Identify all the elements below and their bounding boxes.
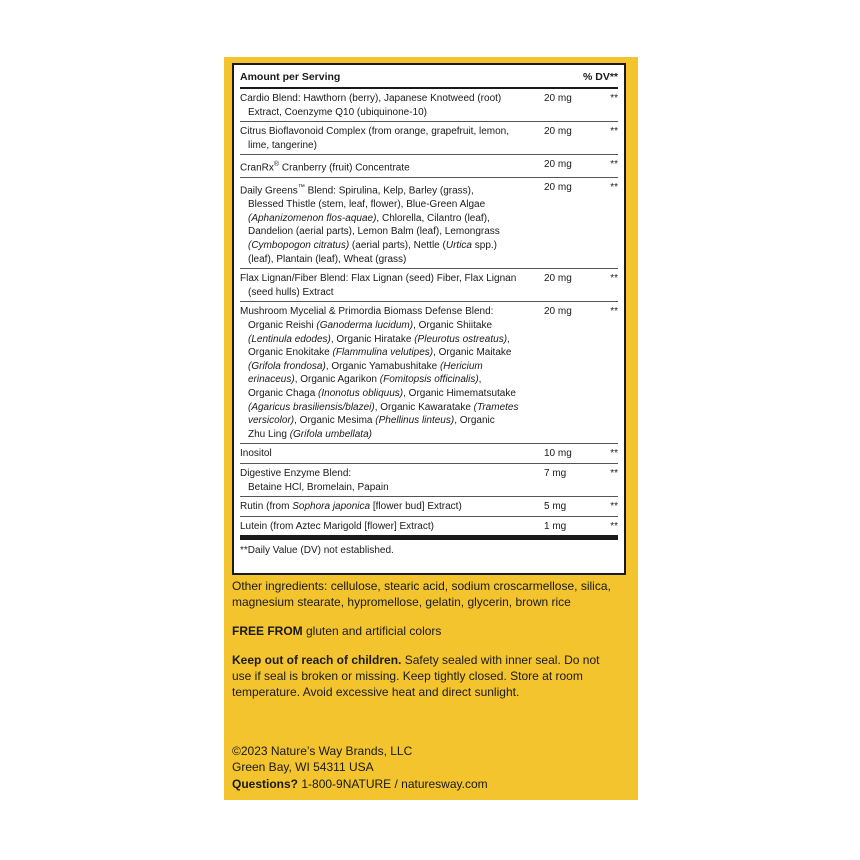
ingredient-row — [240, 444, 618, 464]
facts-divider — [240, 535, 618, 540]
label-panel — [224, 57, 638, 800]
ingredient-amount: 5 mg — [544, 501, 567, 513]
ingredient-amount: 20 mg — [544, 306, 572, 318]
ingredient-name: Cardio Blend: Hawthorn (berry), Japanese Knotweed (root) Extract, Coenzyme Q10 (ubiquinone-10) — [240, 93, 502, 118]
ingredient-amount: 20 mg — [544, 159, 572, 171]
warning-statement: Keep out of reach of children. Safety sealed with inner seal. Do not use if seal is broken or missing. Keep tightly closed. Store at room temperature. Avoid excessive heat and direct sunlight. — [232, 653, 600, 699]
ingredient-row — [240, 155, 618, 178]
ingredient-row — [240, 302, 618, 444]
ingredient-dv: ** — [610, 467, 618, 479]
ingredient-amount: 20 mg — [544, 93, 572, 104]
company-info — [232, 743, 632, 792]
amount-per-serving-label: Amount per Serving — [240, 71, 341, 83]
ingredient-row — [240, 464, 618, 497]
ingredient-amount: 20 mg — [544, 182, 572, 194]
ingredient-amount: 7 mg — [544, 467, 567, 479]
ingredient-row — [240, 497, 618, 517]
ingredient-dv: ** — [610, 182, 618, 194]
ingredient-dv: ** — [610, 93, 618, 104]
ingredient-name: Rutin (from Sophora japonica [flower bud] Extract) — [240, 501, 462, 513]
ingredient-name: CranRx® Cranberry (fruit) Concentrate — [240, 161, 410, 174]
ingredient-dv: ** — [610, 126, 618, 138]
free-from-statement: FREE FROM gluten and artificial colors — [232, 624, 442, 638]
ingredient-name: Citrus Bioflavonoid Complex (from orange, grapefruit, lemon, lime, tangerine) — [240, 126, 510, 151]
ingredient-name: Inositol — [240, 448, 272, 460]
ingredient-row — [240, 269, 618, 302]
ingredient-name: Daily Greens™ Blend: Spirulina, Kelp, Barley (grass), Blessed Thistle (stem, leaf, flower), Blue-Green Algae (Aphanizomenon flos-aquae), Chlorella, Cilantro (leaf), Dandelion (aerial parts), Lemon Balm (leaf), Lemongrass (Cymbopogon citratus) (aerial parts), Nettle (Urtica spp.) (leaf), Plantain (leaf), Wheat (grass) — [240, 184, 500, 265]
ingredient-dv: ** — [610, 306, 618, 318]
ingredient-name: Mushroom Mycelial & Primordia Biomass Defense Blend: Organic Reishi (Ganoderma lucidum), Organic Shiitake (Lentinula edodes), Organic Hiratake (Pleurotus ostreatus), Organic Enokitake (Flammulina velutipes), Organic Maitake (Grifola frondosa), Organic Yamabushitake (Hericium erinaceus), Organic Agarikon (Fomitopsis officinalis), Organic Chaga (Inonotus obliquus), Organic Himematsutake (Agaricus brasiliensis/blazei), Organic Kawaratake (Trametes versicolor), Organic Mesima (Phellinus linteus), Organic Zhu Ling (Grifola umbellata) — [240, 306, 519, 440]
contact-line: Questions? 1-800-9NATURE / naturesway.com — [232, 776, 488, 791]
ingredient-amount: 20 mg — [544, 273, 572, 285]
ingredient-row — [240, 178, 618, 269]
ingredient-amount: 10 mg — [544, 448, 572, 460]
dv-label: % DV** — [582, 71, 618, 83]
ingredient-row — [240, 517, 618, 536]
ingredient-dv: ** — [610, 273, 618, 285]
facts-header — [240, 65, 618, 89]
ingredient-dv: ** — [610, 448, 618, 460]
ingredient-name: Digestive Enzyme Blend: Betaine HCl, Bromelain, Papain — [240, 467, 389, 493]
ingredient-name: Lutein (from Aztec Marigold [flower] Extract) — [240, 520, 434, 532]
supplement-facts-table — [232, 63, 626, 575]
address-line: Green Bay, WI 54311 USA — [232, 760, 374, 775]
dv-footnote: **Daily Value (DV) not established. — [240, 545, 394, 557]
ingredient-dv: ** — [610, 520, 618, 532]
ingredient-amount: 1 mg — [544, 520, 567, 532]
ingredient-dv: ** — [610, 501, 618, 513]
ingredient-row — [240, 89, 618, 122]
copyright-line: ©2023 Nature’s Way Brands, LLC — [232, 744, 413, 758]
ingredient-amount: 20 mg — [544, 126, 572, 138]
ingredient-dv: ** — [610, 159, 618, 171]
ingredient-row — [240, 122, 618, 155]
ingredient-name: Flax Lignan/Fiber Blend: Flax Lignan (seed) Fiber, Flax Lignan (seed hulls) Extract — [240, 273, 517, 298]
other-ingredients: Other ingredients: cellulose, stearic acid, sodium croscarmellose, silica, magnesium stearate, hypromellose, gelatin, glycerin, brown rice — [232, 579, 611, 609]
